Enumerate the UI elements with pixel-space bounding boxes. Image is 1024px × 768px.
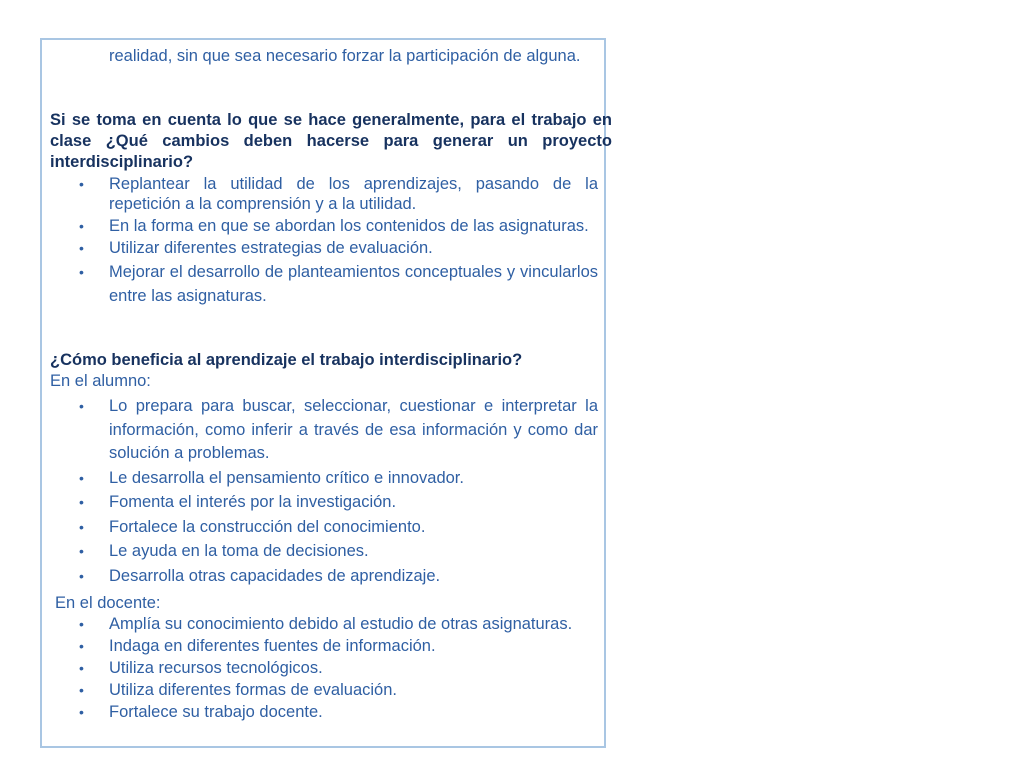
- bullet-icon: •: [79, 660, 84, 676]
- bullet-icon: •: [79, 176, 84, 192]
- list-item-text: Utiliza recursos tecnológicos.: [109, 659, 323, 677]
- list-item-text: En la forma en que se abordan los contenidos de las asignaturas.: [109, 217, 589, 235]
- bullet-icon: •: [79, 567, 84, 584]
- list-item-text: Mejorar el desarrollo de planteamientos conceptuales y vincularlos entre las asignaturas.: [109, 263, 598, 305]
- bullet-icon: •: [79, 240, 84, 256]
- frame-gap: [42, 585, 44, 591]
- list-item-text: Fortalece la construcción del conocimiento.: [109, 517, 426, 536]
- bullet-icon: •: [79, 616, 84, 632]
- list-item: [42, 174, 604, 214]
- document-frame: [40, 38, 612, 748]
- list-item-text: Desarrolla otras capacidades de aprendizaje.: [109, 566, 441, 585]
- bullet-icon: •: [79, 494, 84, 510]
- question-heading-changes: Si se toma en cuenta lo que se hace generalmente, para el trabajo en clase ¿Qué cambios deben hacerse para generar un proyecto interdisciplinario?: [50, 111, 612, 171]
- list-item: [42, 680, 604, 700]
- bullet-icon: •: [79, 518, 84, 535]
- list-item: [42, 614, 604, 634]
- list-item: [42, 658, 604, 678]
- list-item-text: Amplía su conocimiento debido al estudio de otras asignaturas.: [109, 615, 573, 633]
- list-item-text: Fortalece su trabajo docente.: [109, 703, 323, 721]
- bullet-icon: •: [79, 218, 84, 234]
- list-item: [42, 491, 604, 515]
- list-item: [42, 260, 604, 308]
- student-subheading: En el alumno:: [50, 372, 151, 390]
- list-item: [42, 467, 604, 491]
- changes-list: [42, 174, 604, 310]
- teacher-subheading: En el docente:: [55, 594, 161, 612]
- list-item-text: Fomenta el interés por la investigación.: [109, 493, 397, 511]
- bullet-icon: •: [79, 543, 84, 559]
- list-item-text: Utiliza diferentes formas de evaluación.: [109, 681, 397, 699]
- bullet-icon: •: [79, 682, 84, 698]
- bullet-icon: •: [79, 638, 84, 654]
- list-item: [42, 565, 604, 589]
- bullet-icon: •: [79, 398, 84, 414]
- list-item: [42, 216, 604, 236]
- list-item-text: Le ayuda en la toma de decisiones.: [109, 542, 369, 560]
- teacher-benefits-list: [42, 614, 604, 724]
- bullet-icon: •: [79, 704, 84, 720]
- question-heading-benefits: ¿Cómo beneficia al aprendizaje el trabajo interdisciplinario?: [50, 351, 523, 369]
- list-item: [42, 702, 604, 722]
- intro-paragraph: realidad, sin que sea necesario forzar la participación de alguna.: [109, 47, 581, 65]
- list-item-text: Indaga en diferentes fuentes de información.: [109, 637, 436, 655]
- bullet-icon: •: [79, 264, 84, 280]
- list-item: [42, 636, 604, 656]
- list-item-text: Le desarrolla el pensamiento crítico e innovador.: [109, 468, 464, 487]
- list-item-text: Replantear la utilidad de los aprendizajes, pasando de la repetición a la comprensión y a la utilidad.: [109, 175, 598, 213]
- bullet-icon: •: [79, 469, 84, 486]
- list-item: [42, 540, 604, 564]
- list-item-text: Utilizar diferentes estrategias de evaluación.: [109, 239, 433, 257]
- list-item: [42, 516, 604, 540]
- list-item-text: Lo prepara para buscar, seleccionar, cuestionar e interpretar la información, como inferir a través de esa información y como dar solución a problemas.: [109, 397, 598, 462]
- student-benefits-list: [42, 395, 604, 589]
- list-item: [42, 395, 604, 466]
- list-item: [42, 238, 604, 258]
